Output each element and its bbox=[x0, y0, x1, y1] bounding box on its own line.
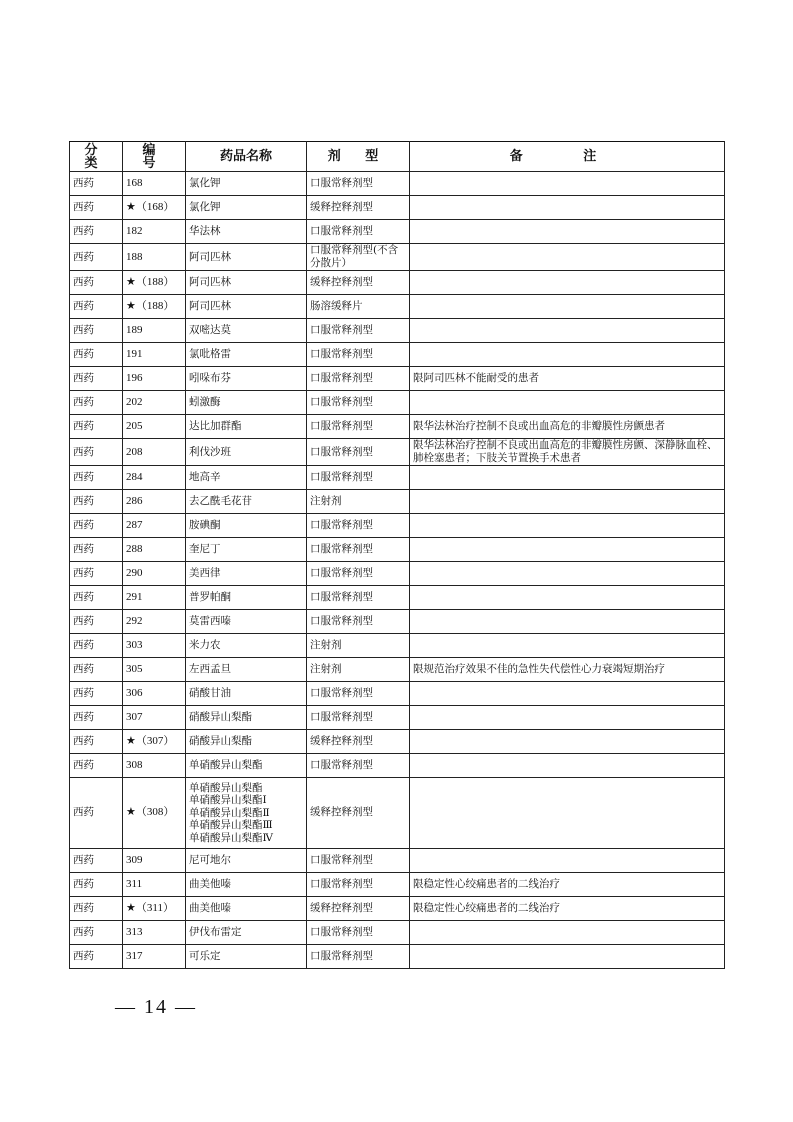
cell-dosage-form: 口服常释剂型 bbox=[307, 586, 410, 610]
table-row bbox=[70, 271, 725, 295]
cell-category: 西药 bbox=[70, 920, 123, 944]
cell-dosage-form: 缓释控释剂型 bbox=[307, 196, 410, 220]
cell-dosage-form: 口服常释剂型 bbox=[307, 391, 410, 415]
drug-name-line: 左西孟旦 bbox=[189, 663, 231, 676]
cell-drug-name bbox=[186, 706, 307, 730]
cell-dosage-form: 口服常释剂型 bbox=[307, 367, 410, 391]
drug-name-line: 氯吡格雷 bbox=[189, 348, 231, 361]
cell-category: 西药 bbox=[70, 896, 123, 920]
cell-number: 288 bbox=[123, 538, 186, 562]
drug-name-line: 硝酸异山梨酯 bbox=[189, 711, 252, 724]
cell-remark bbox=[410, 586, 725, 610]
cell-dosage-form: 口服常释剂型 bbox=[307, 514, 410, 538]
cell-remark bbox=[410, 391, 725, 415]
table-header-row bbox=[70, 142, 725, 172]
cell-category: 西药 bbox=[70, 439, 123, 466]
table-row bbox=[70, 730, 725, 754]
cell-drug-name bbox=[186, 562, 307, 586]
cell-number: ★（188） bbox=[123, 271, 186, 295]
drug-name-line: 利伐沙班 bbox=[189, 445, 231, 458]
table-row bbox=[70, 872, 725, 896]
table-row bbox=[70, 415, 725, 439]
cell-remark: 限阿司匹林不能耐受的患者 bbox=[410, 367, 725, 391]
cell-number: 311 bbox=[123, 872, 186, 896]
cell-drug-name bbox=[186, 586, 307, 610]
cell-dosage-form: 口服常释剂型 bbox=[307, 920, 410, 944]
cell-number: 309 bbox=[123, 848, 186, 872]
cell-category: 西药 bbox=[70, 172, 123, 196]
cell-drug-name bbox=[186, 415, 307, 439]
cell-remark bbox=[410, 295, 725, 319]
cell-number: 306 bbox=[123, 682, 186, 706]
cell-category: 西药 bbox=[70, 634, 123, 658]
cell-number: 202 bbox=[123, 391, 186, 415]
cell-category: 西药 bbox=[70, 271, 123, 295]
cell-category: 西药 bbox=[70, 706, 123, 730]
drug-name-line: 单硝酸异山梨酯Ⅳ bbox=[189, 831, 273, 844]
cell-category: 西药 bbox=[70, 196, 123, 220]
table-row bbox=[70, 172, 725, 196]
cell-dosage-form: 口服常释剂型 bbox=[307, 415, 410, 439]
drug-name-line: 硝酸异山梨酯 bbox=[189, 735, 252, 748]
table-row bbox=[70, 610, 725, 634]
cell-number: 290 bbox=[123, 562, 186, 586]
table-row bbox=[70, 295, 725, 319]
header-category: 分 类 bbox=[70, 142, 123, 172]
cell-drug-name bbox=[186, 634, 307, 658]
table-row bbox=[70, 343, 725, 367]
cell-number: ★（188） bbox=[123, 295, 186, 319]
table-row bbox=[70, 367, 725, 391]
cell-drug-name bbox=[186, 343, 307, 367]
cell-remark bbox=[410, 538, 725, 562]
table-row bbox=[70, 896, 725, 920]
cell-category: 西药 bbox=[70, 490, 123, 514]
cell-remark bbox=[410, 490, 725, 514]
cell-number: 191 bbox=[123, 343, 186, 367]
cell-drug-name bbox=[186, 944, 307, 968]
cell-category: 西药 bbox=[70, 367, 123, 391]
cell-category: 西药 bbox=[70, 682, 123, 706]
drug-name-line: 吲哚布芬 bbox=[189, 372, 231, 385]
table-row bbox=[70, 439, 725, 466]
cell-number: 189 bbox=[123, 319, 186, 343]
cell-remark bbox=[410, 244, 725, 271]
table-row bbox=[70, 319, 725, 343]
page-number: — 14 — bbox=[115, 996, 197, 1018]
drug-name-line: 尼可地尔 bbox=[189, 853, 231, 866]
drug-name-line: 单硝酸异山梨酯Ⅲ bbox=[189, 819, 273, 831]
header-dosage-form: 剂 型 bbox=[307, 142, 410, 172]
cell-drug-name bbox=[186, 466, 307, 490]
drug-name-line: 曲美他嗪 bbox=[189, 877, 231, 890]
table-row bbox=[70, 682, 725, 706]
drug-name-line: 单硝酸异山梨酯Ⅱ bbox=[189, 806, 270, 819]
drug-name-line: 单硝酸异山梨酯Ⅰ bbox=[189, 794, 267, 806]
cell-number: 168 bbox=[123, 172, 186, 196]
table-row bbox=[70, 466, 725, 490]
cell-number: 303 bbox=[123, 634, 186, 658]
drug-name-line: 米力农 bbox=[189, 639, 221, 652]
drug-name-line: 莫雷西嗪 bbox=[189, 615, 231, 628]
table-row bbox=[70, 490, 725, 514]
cell-category: 西药 bbox=[70, 944, 123, 968]
drug-name-line: 地高辛 bbox=[189, 471, 221, 484]
drug-name-line: 奎尼丁 bbox=[189, 543, 221, 556]
table-row bbox=[70, 658, 725, 682]
cell-remark bbox=[410, 610, 725, 634]
cell-drug-name bbox=[186, 682, 307, 706]
cell-number: 287 bbox=[123, 514, 186, 538]
cell-drug-name bbox=[186, 920, 307, 944]
drug-name-line: 去乙酰毛花苷 bbox=[189, 495, 252, 508]
cell-remark: 限稳定性心绞痛患者的二线治疗 bbox=[410, 896, 725, 920]
cell-dosage-form: 缓释控释剂型 bbox=[307, 730, 410, 754]
table-row bbox=[70, 706, 725, 730]
cell-number: 313 bbox=[123, 920, 186, 944]
cell-remark: 限规范治疗效果不佳的急性失代偿性心力衰竭短期治疗 bbox=[410, 658, 725, 682]
cell-dosage-form: 口服常释剂型 bbox=[307, 682, 410, 706]
cell-remark: 限稳定性心绞痛患者的二线治疗 bbox=[410, 872, 725, 896]
table-row bbox=[70, 778, 725, 849]
cell-dosage-form: 口服常释剂型 bbox=[307, 562, 410, 586]
cell-drug-name bbox=[186, 848, 307, 872]
cell-dosage-form: 口服常释剂型(不含分散片） bbox=[307, 244, 410, 271]
cell-dosage-form: 注射剂 bbox=[307, 490, 410, 514]
cell-number: 205 bbox=[123, 415, 186, 439]
drug-name-line: 硝酸甘油 bbox=[189, 687, 231, 700]
cell-drug-name bbox=[186, 295, 307, 319]
table-row bbox=[70, 391, 725, 415]
cell-drug-name bbox=[186, 439, 307, 466]
cell-category: 西药 bbox=[70, 220, 123, 244]
drug-name-line: 氯化钾 bbox=[189, 201, 221, 214]
cell-drug-name bbox=[186, 367, 307, 391]
table-row bbox=[70, 538, 725, 562]
cell-category: 西药 bbox=[70, 658, 123, 682]
cell-dosage-form: 口服常释剂型 bbox=[307, 439, 410, 466]
drug-name-line: 胺碘酮 bbox=[189, 519, 221, 532]
cell-drug-name bbox=[186, 514, 307, 538]
cell-remark bbox=[410, 196, 725, 220]
cell-category: 西药 bbox=[70, 391, 123, 415]
table-row bbox=[70, 754, 725, 778]
cell-drug-name bbox=[186, 872, 307, 896]
table-body bbox=[70, 172, 725, 969]
drug-name-line: 单硝酸异山梨酯 bbox=[189, 759, 263, 772]
drug-name-line: 达比加群酯 bbox=[189, 420, 242, 433]
cell-category: 西药 bbox=[70, 872, 123, 896]
cell-category: 西药 bbox=[70, 466, 123, 490]
cell-number: ★（168） bbox=[123, 196, 186, 220]
cell-drug-name bbox=[186, 778, 307, 849]
cell-remark bbox=[410, 634, 725, 658]
cell-category: 西药 bbox=[70, 562, 123, 586]
drug-name-line: 曲美他嗪 bbox=[189, 901, 231, 914]
cell-dosage-form: 注射剂 bbox=[307, 658, 410, 682]
cell-dosage-form: 缓释控释剂型 bbox=[307, 778, 410, 849]
cell-dosage-form: 口服常释剂型 bbox=[307, 754, 410, 778]
cell-dosage-form: 缓释控释剂型 bbox=[307, 271, 410, 295]
drug-name-line: 单硝酸异山梨酯 bbox=[189, 781, 263, 794]
cell-number: 284 bbox=[123, 466, 186, 490]
cell-remark bbox=[410, 319, 725, 343]
cell-drug-name bbox=[186, 754, 307, 778]
cell-category: 西药 bbox=[70, 514, 123, 538]
cell-drug-name bbox=[186, 196, 307, 220]
cell-drug-name bbox=[186, 220, 307, 244]
cell-dosage-form: 口服常释剂型 bbox=[307, 848, 410, 872]
cell-number: 208 bbox=[123, 439, 186, 466]
cell-category: 西药 bbox=[70, 295, 123, 319]
table-row bbox=[70, 920, 725, 944]
cell-remark bbox=[410, 920, 725, 944]
cell-category: 西药 bbox=[70, 778, 123, 849]
cell-category: 西药 bbox=[70, 848, 123, 872]
table-row bbox=[70, 196, 725, 220]
cell-remark bbox=[410, 562, 725, 586]
table-row bbox=[70, 514, 725, 538]
cell-remark bbox=[410, 778, 725, 849]
drug-name-line: 华法林 bbox=[189, 225, 221, 238]
drug-name-line: 阿司匹林 bbox=[189, 276, 231, 289]
drug-name-line: 美西律 bbox=[189, 567, 221, 580]
drug-name-line: 双嘧达莫 bbox=[189, 324, 231, 337]
cell-remark bbox=[410, 682, 725, 706]
drug-name-line: 阿司匹林 bbox=[189, 300, 231, 313]
cell-dosage-form: 口服常释剂型 bbox=[307, 872, 410, 896]
cell-number: 196 bbox=[123, 367, 186, 391]
cell-dosage-form: 注射剂 bbox=[307, 634, 410, 658]
cell-drug-name bbox=[186, 172, 307, 196]
drug-name-line: 阿司匹林 bbox=[189, 250, 231, 263]
cell-drug-name bbox=[186, 658, 307, 682]
cell-number: 286 bbox=[123, 490, 186, 514]
cell-number: 188 bbox=[123, 244, 186, 271]
cell-remark bbox=[410, 220, 725, 244]
cell-drug-name bbox=[186, 538, 307, 562]
cell-drug-name bbox=[186, 610, 307, 634]
cell-category: 西药 bbox=[70, 244, 123, 271]
cell-remark: 限华法林治疗控制不良或出血高危的非瓣膜性房颤患者 bbox=[410, 415, 725, 439]
cell-remark: 限华法林治疗控制不良或出血高危的非瓣膜性房颤、深静脉血栓、肺栓塞患者；下肢关节置换手术患者 bbox=[410, 439, 725, 466]
cell-remark bbox=[410, 343, 725, 367]
cell-dosage-form: 口服常释剂型 bbox=[307, 538, 410, 562]
cell-dosage-form: 口服常释剂型 bbox=[307, 706, 410, 730]
cell-number: 307 bbox=[123, 706, 186, 730]
header-drug-name: 药品名称 bbox=[186, 142, 307, 172]
cell-drug-name bbox=[186, 896, 307, 920]
cell-dosage-form: 口服常释剂型 bbox=[307, 610, 410, 634]
cell-drug-name bbox=[186, 391, 307, 415]
table-row bbox=[70, 244, 725, 271]
cell-dosage-form: 缓释控释剂型 bbox=[307, 896, 410, 920]
cell-number: ★（308） bbox=[123, 778, 186, 849]
cell-remark bbox=[410, 944, 725, 968]
drug-name-line: 氯化钾 bbox=[189, 177, 221, 190]
cell-number: 291 bbox=[123, 586, 186, 610]
cell-drug-name bbox=[186, 490, 307, 514]
cell-remark bbox=[410, 754, 725, 778]
cell-dosage-form: 口服常释剂型 bbox=[307, 944, 410, 968]
cell-remark bbox=[410, 730, 725, 754]
table-row bbox=[70, 586, 725, 610]
cell-drug-name bbox=[186, 730, 307, 754]
cell-category: 西药 bbox=[70, 415, 123, 439]
cell-remark bbox=[410, 706, 725, 730]
cell-remark bbox=[410, 848, 725, 872]
cell-category: 西药 bbox=[70, 610, 123, 634]
table-row bbox=[70, 220, 725, 244]
cell-number: 308 bbox=[123, 754, 186, 778]
cell-number: ★（311） bbox=[123, 896, 186, 920]
table-row bbox=[70, 562, 725, 586]
header-remarks: 备 注 bbox=[410, 142, 725, 172]
cell-category: 西药 bbox=[70, 730, 123, 754]
cell-category: 西药 bbox=[70, 586, 123, 610]
cell-drug-name bbox=[186, 244, 307, 271]
table-row bbox=[70, 848, 725, 872]
cell-drug-name bbox=[186, 271, 307, 295]
cell-remark bbox=[410, 271, 725, 295]
cell-dosage-form: 口服常释剂型 bbox=[307, 319, 410, 343]
header-number: 编 号 bbox=[123, 142, 186, 172]
drug-name-line: 可乐定 bbox=[189, 949, 221, 962]
cell-dosage-form: 口服常释剂型 bbox=[307, 172, 410, 196]
cell-dosage-form: 口服常释剂型 bbox=[307, 343, 410, 367]
cell-number: 305 bbox=[123, 658, 186, 682]
cell-number: 292 bbox=[123, 610, 186, 634]
cell-remark bbox=[410, 514, 725, 538]
cell-number: 182 bbox=[123, 220, 186, 244]
cell-category: 西药 bbox=[70, 319, 123, 343]
cell-category: 西药 bbox=[70, 343, 123, 367]
cell-dosage-form: 口服常释剂型 bbox=[307, 220, 410, 244]
table-row bbox=[70, 944, 725, 968]
cell-dosage-form: 肠溶缓释片 bbox=[307, 295, 410, 319]
cell-number: ★（307） bbox=[123, 730, 186, 754]
table-row bbox=[70, 634, 725, 658]
cell-dosage-form: 口服常释剂型 bbox=[307, 466, 410, 490]
cell-remark bbox=[410, 172, 725, 196]
drug-name-line: 伊伐布雷定 bbox=[189, 925, 242, 938]
cell-category: 西药 bbox=[70, 754, 123, 778]
drug-name-line: 蚓激酶 bbox=[189, 396, 221, 409]
cell-remark bbox=[410, 466, 725, 490]
cell-number: 317 bbox=[123, 944, 186, 968]
drug-list-table bbox=[69, 141, 725, 969]
cell-drug-name bbox=[186, 319, 307, 343]
cell-category: 西药 bbox=[70, 538, 123, 562]
drug-name-line: 普罗帕酮 bbox=[189, 591, 231, 604]
